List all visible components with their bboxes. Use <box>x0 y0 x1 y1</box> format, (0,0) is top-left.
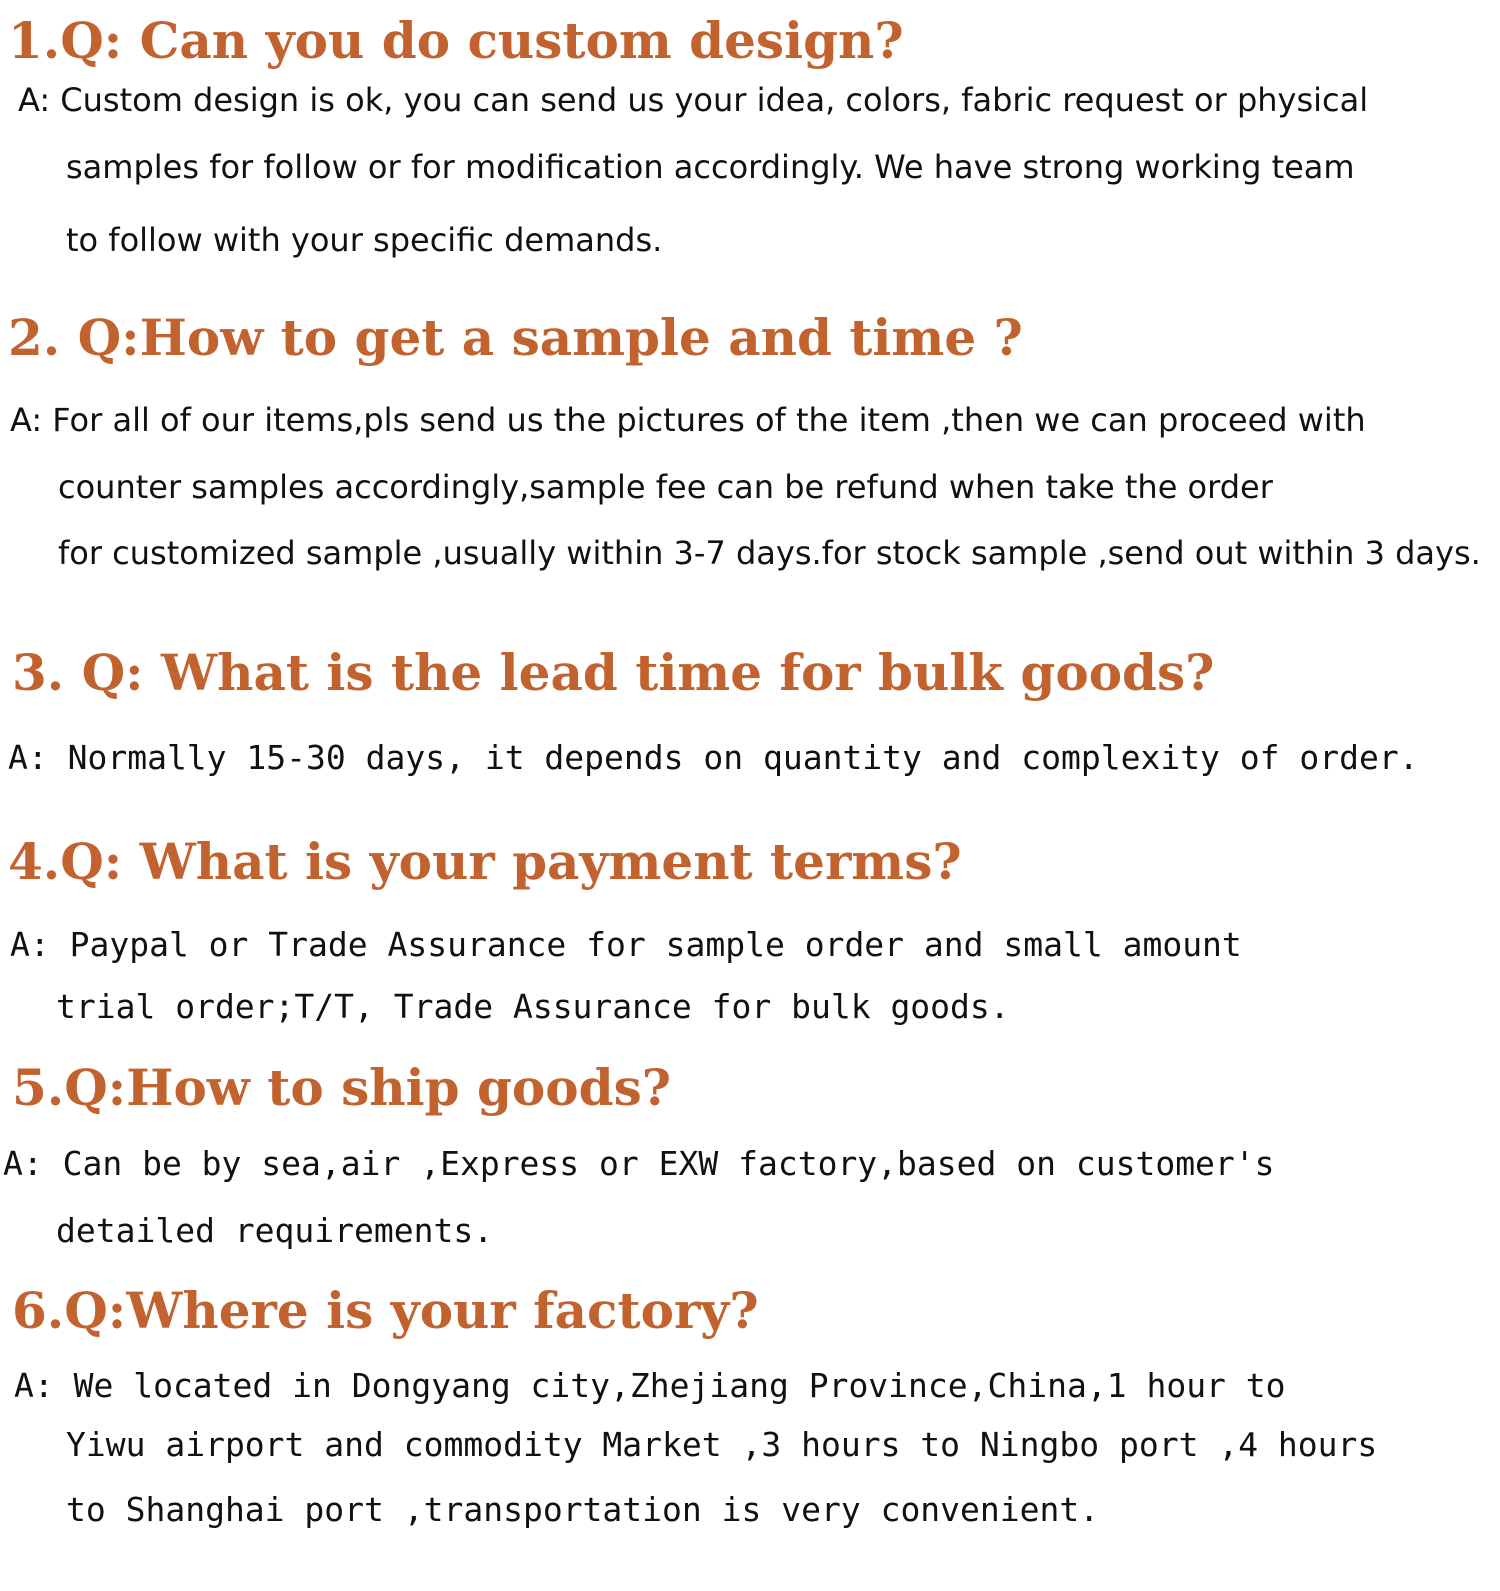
faq-5-answer-line-2: detailed requirements. <box>56 1211 494 1250</box>
faq-2-answer-line-1: A: For all of our items,pls send us the pictures of the item ,then we can proceed with <box>10 401 1366 439</box>
faq-6-question: 6.Q:Where is your factory? <box>12 1281 759 1340</box>
faq-5-question: 5.Q:How to ship goods? <box>12 1058 672 1117</box>
faq-1-question: 1.Q: Can you do custom design? <box>8 11 904 70</box>
faq-5-answer-line-1: A: Can be by sea,air ,Express or EXW factory,based on customer's <box>3 1144 1275 1183</box>
faq-1-answer-line-2: samples for follow or for modification accordingly. We have strong working team <box>66 148 1355 186</box>
faq-2-answer-line-2: counter samples accordingly,sample fee can be refund when take the order <box>58 468 1273 506</box>
faq-6-answer-line-3: to Shanghai port ,transportation is very convenient. <box>66 1490 1100 1529</box>
faq-4-question: 4.Q: What is your payment terms? <box>8 832 962 891</box>
faq-4-answer-line-1: A: Paypal or Trade Assurance for sample order and small amount <box>10 925 1242 964</box>
faq-3-question: 3. Q: What is the lead time for bulk goods? <box>12 643 1215 702</box>
faq-6-answer-line-2: Yiwu airport and commodity Market ,3 hours to Ningbo port ,4 hours <box>66 1425 1378 1464</box>
faq-4-answer-line-2: trial order;T/T, Trade Assurance for bulk goods. <box>56 987 1010 1026</box>
faq-2-question: 2. Q:How to get a sample and time ? <box>8 308 1023 367</box>
faq-3-answer-line-1: A: Normally 15-30 days, it depends on quantity and complexity of order. <box>8 738 1419 777</box>
faq-2-answer-line-3: for customized sample ,usually within 3-7 days.for stock sample ,send out within 3 days. <box>58 534 1481 572</box>
faq-1-answer-line-3: to follow with your specific demands. <box>66 221 663 259</box>
faq-1-answer-line-1: A: Custom design is ok, you can send us your idea, colors, fabric request or physical <box>18 81 1369 119</box>
faq-6-answer-line-1: A: We located in Dongyang city,Zhejiang Province,China,1 hour to <box>14 1366 1286 1405</box>
